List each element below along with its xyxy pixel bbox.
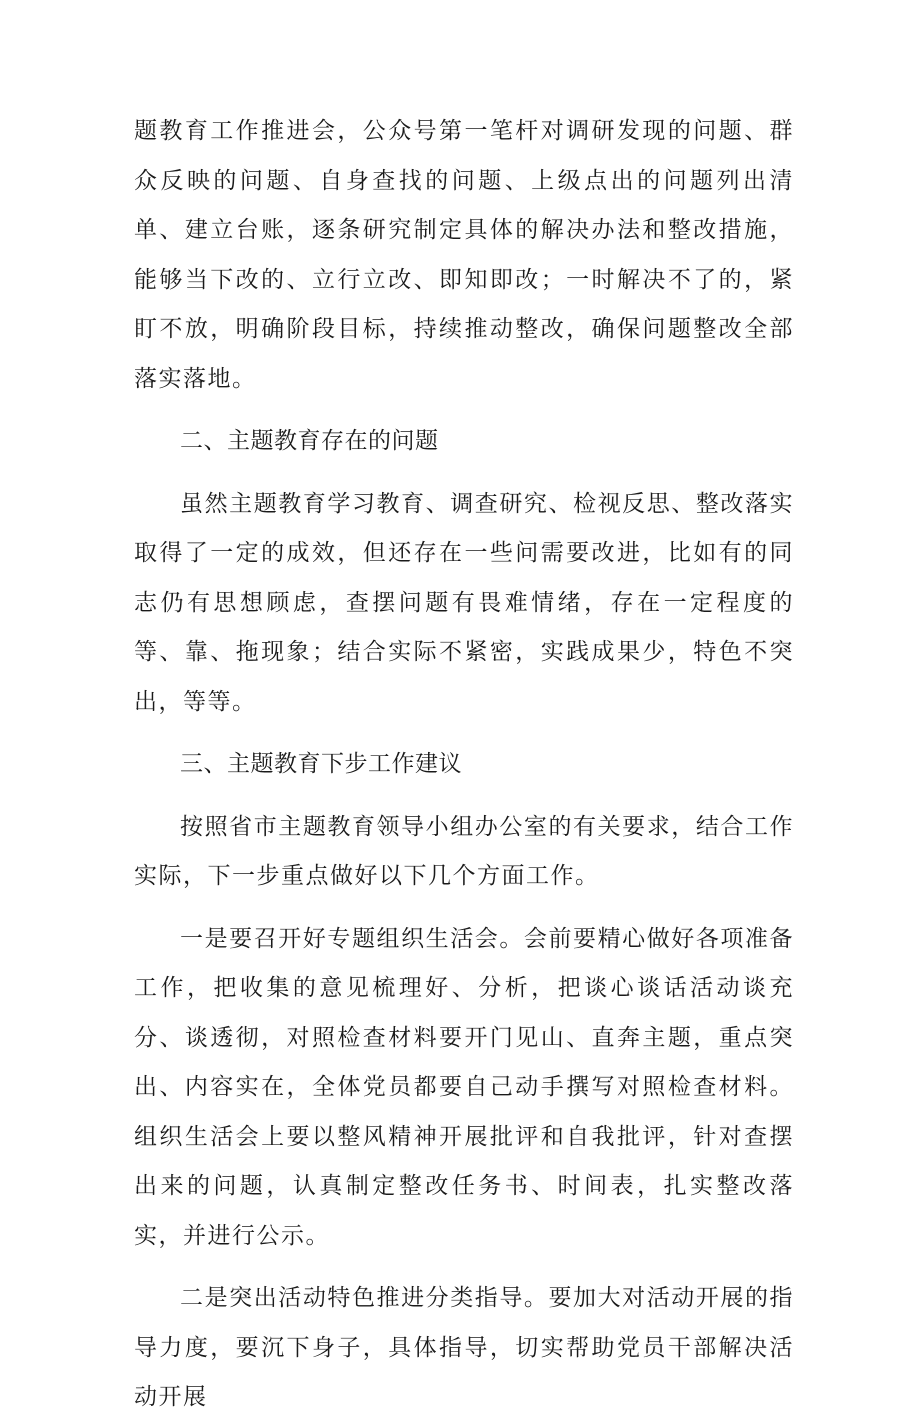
spacer (134, 790, 794, 803)
spacer (134, 902, 794, 915)
section-heading-3: 三、主题教育下步工作建议 (180, 751, 462, 777)
spacer (134, 467, 794, 480)
spacer (134, 404, 794, 417)
paragraph-point-two: 二是突出活动特色推进分类指导。要加大对活动开展的指导力度，要沉下身子，具体指导，切实帮助党员干部解决活动开展 (134, 1285, 794, 1410)
paragraph-continued: 题教育工作推进会，公众号第一笔杆对调研发现的问题、群众反映的问题、自身查找的问题、上级点出的问题列出清单、建立台账，逐条研究制定具体的解决办法和整改措施，能够当下改的、立行立改、即知即改；一时解决不了的，紧盯不放，明确阶段目标，持续推动整改，确保问题整改全部落实落地。 (134, 118, 794, 392)
paragraph-issues: 虽然主题教育学习教育、调查研究、检视反思、整改落实取得了一定的成效，但还存在一些问需要改进，比如有的同志仍有思想顾虑，查摆问题有畏难情绪，存在一定程度的等、靠、拖现象；结合实际不紧密，实践成果少，特色不突出，等等。 (134, 490, 794, 715)
paragraph-requirements: 按照省市主题教育领导小组办公室的有关要求，结合工作实际，下一步重点做好以下几个方面工作。 (134, 813, 794, 889)
section-heading-2: 二、主题教育存在的问题 (180, 428, 439, 454)
spacer (134, 727, 794, 740)
document-body (134, 107, 794, 1423)
paragraph-point-one: 一是要召开好专题组织生活会。会前要精心做好各项准备工作，把收集的意见梳理好、分析，把谈心谈话活动谈充分、谈透彻，对照检查材料要开门见山、直奔主题，重点突出、内容实在，全体党员都要自己动手撰写对照检查材料。组织生活会上要以整风精神开展批评和自我批评，针对查摆出来的问题，认真制定整改任务书、时间表，扎实整改落实，并进行公示。 (134, 925, 794, 1249)
spacer (134, 1261, 794, 1274)
